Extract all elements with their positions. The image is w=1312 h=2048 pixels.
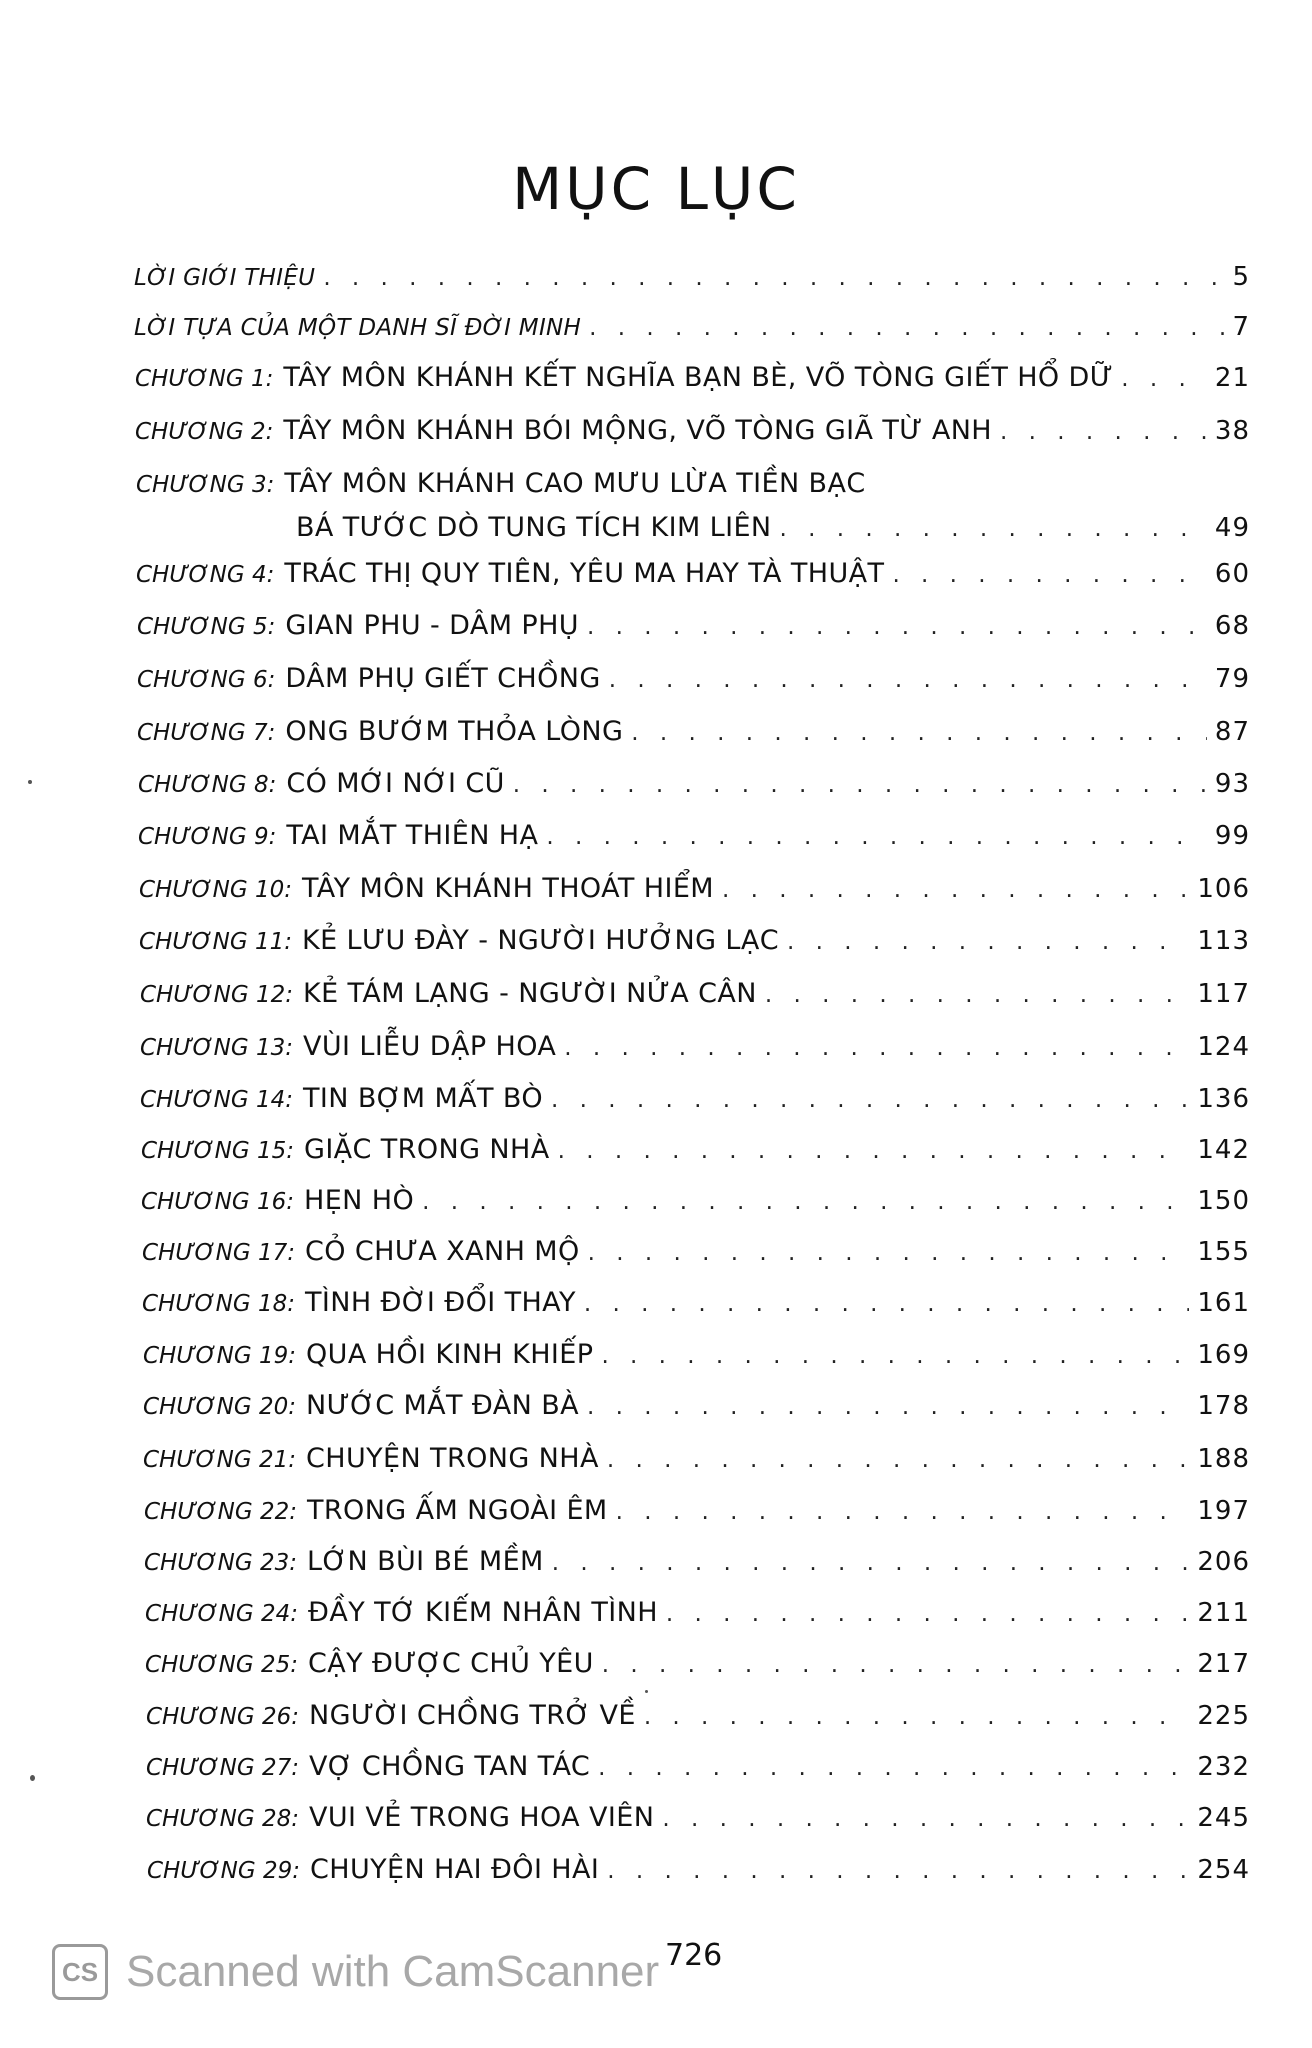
page-ref: 155 [1197,1237,1250,1267]
chapter-label: CHƯƠNG 27: [146,1755,299,1781]
page-ref: 211 [1197,1598,1250,1628]
chapter-label: CHƯƠNG 8: [138,772,277,798]
chapter-label: CHƯƠNG 24: [145,1601,298,1627]
watermark-text: Scanned with CamScanner [126,1947,660,1996]
chapter-label: CHƯƠNG 13: [140,1035,293,1061]
toc-entry [135,415,1250,451]
page-ref: 106 [1197,874,1250,904]
chapter-title: TAI MẮT THIÊN HẠ [286,820,539,851]
dot-leader [1000,419,1207,445]
page-ref: 21 [1214,363,1250,393]
dot-leader [644,1704,1190,1730]
dot-leader [587,614,1207,640]
toc-entry [146,1802,1250,1838]
toc-entry [142,1287,1250,1323]
scan-speck [30,1775,35,1781]
chapter-label: CHƯƠNG 2: [135,419,274,445]
dot-leader [584,1291,1190,1317]
dot-leader [666,1601,1189,1627]
chapter-title: ĐẦY TỚ KIẾM NHÂN TÌNH [308,1597,658,1628]
dot-leader [787,929,1189,955]
dot-leader [546,824,1207,850]
chapter-title: KẺ TÁM LẠNG - NGƯỜI NỬA CÂN [303,978,757,1009]
page-ref: 117 [1197,979,1250,1009]
page-ref: 225 [1197,1701,1250,1731]
dot-leader [607,1858,1189,1884]
chapter-label: CHƯƠNG 23: [144,1550,297,1576]
chapter-title: GIẶC TRONG NHÀ [304,1134,550,1165]
chapter-title: VUI VẺ TRONG HOA VIÊN [309,1802,655,1833]
chapter-label: CHƯƠNG 6: [137,667,276,693]
page-ref: 49 [1214,513,1250,543]
page-ref: 254 [1197,1855,1250,1885]
chapter-title: TRÁC THỊ QUY TIÊN, YÊU MA HAY TÀ THUẬT [284,558,885,589]
chapter-title-line2: BÁ TƯỚC DÒ TUNG TÍCH KIM LIÊN [296,512,772,543]
chapter-title: CỎ CHƯA XANH MỘ [305,1236,580,1267]
chapter-label: CHƯƠNG 16: [141,1189,294,1215]
toc-entry [137,716,1250,752]
chapter-label: CHƯƠNG 18: [142,1291,295,1317]
page-ref: 113 [1197,926,1250,956]
chapter-label: CHƯƠNG 19: [143,1343,296,1369]
toc-entry [137,610,1250,646]
toc-entry [143,1390,1250,1426]
chapter-title: CHUYỆN HAI ĐÔI HÀI [310,1854,600,1885]
dot-leader [609,667,1207,693]
toc-entry [147,1854,1250,1890]
chapter-title: VÙI LIỄU DẬP HOA [303,1031,557,1062]
page-ref: 169 [1197,1340,1250,1370]
scan-speck [645,1690,648,1693]
dot-leader [607,1447,1190,1473]
dot-leader [662,1806,1189,1832]
toc-entry [140,1031,1250,1067]
toc-entry [134,312,1250,348]
chapter-title: HẸN HÒ [304,1185,415,1216]
dot-leader [780,516,1207,542]
dot-leader [323,265,1224,291]
dot-leader [722,877,1189,903]
chapter-title: TÌNH ĐỜI ĐỔI THAY [305,1287,576,1318]
chapter-title: ONG BƯỚM THỎA LÒNG [285,716,624,747]
toc-entry [141,1185,1250,1221]
page-ref: 161 [1197,1288,1250,1318]
chapter-title: LỚN BÙI BÉ MỀM [307,1546,544,1577]
toc-entry [136,558,1250,594]
chapter-title: TRONG ẤM NGOÀI ÊM [307,1495,608,1526]
dot-leader [422,1189,1189,1215]
chapter-title: CẬY ĐƯỢC CHỦ YÊU [308,1648,594,1679]
toc-entry [143,1443,1250,1479]
chapter-title: CÓ MỚI NỚI CŨ [286,768,505,799]
toc-entry [146,1751,1250,1787]
page-ref: 60 [1214,559,1250,589]
chapter-label: CHƯƠNG 25: [145,1652,298,1678]
toc-entry [138,820,1250,856]
page-ref: 87 [1214,717,1250,747]
toc-entry [135,362,1250,398]
page-number: 726 [665,1938,723,1973]
page-ref: 136 [1197,1084,1250,1114]
toc-entry [136,468,1250,504]
dot-leader [558,1138,1190,1164]
page-ref: 79 [1214,664,1250,694]
page-ref: 124 [1197,1032,1250,1062]
page-ref: 206 [1197,1547,1250,1577]
dot-leader [892,562,1206,588]
page-ref: 68 [1214,611,1250,641]
chapter-label: CHƯƠNG 15: [141,1138,294,1164]
toc-entry [141,1134,1250,1170]
dot-leader [1121,366,1207,392]
toc-entry-continuation [296,512,1250,548]
chapter-title: TÂY MÔN KHÁNH THOÁT HIỂM [302,873,714,904]
chapter-title: NƯỚC MẮT ĐÀN BÀ [306,1390,579,1421]
page-ref: 99 [1214,821,1250,851]
page-ref: 142 [1197,1135,1250,1165]
chapter-title: QUA HỒI KINH KHIẾP [306,1339,594,1370]
chapter-label: CHƯƠNG 17: [142,1240,295,1266]
chapter-title: TÂY MÔN KHÁNH CAO MƯU LỪA TIỀN BẠC [284,468,866,499]
chapter-label: CHƯƠNG 7: [137,720,276,746]
toc-entry [139,873,1250,909]
chapter-title: CHUYỆN TRONG NHÀ [306,1443,599,1474]
dot-leader [631,720,1207,746]
toc-entry [134,262,1250,298]
chapter-label: CHƯƠNG 3: [136,472,275,498]
chapter-label: CHƯƠNG 5: [137,614,276,640]
chapter-title: TÂY MÔN KHÁNH BÓI MỘNG, VÕ TÒNG GIÃ TỪ ANH [283,415,992,446]
page-ref: 5 [1232,262,1250,292]
chapter-label: CHƯƠNG 10: [139,877,292,903]
page-ref: 197 [1197,1496,1250,1526]
toc-entry [143,1339,1250,1375]
dot-leader [598,1755,1189,1781]
chapter-label: CHƯƠNG 9: [138,824,277,850]
camscanner-watermark [52,1942,659,2002]
toc-entry [137,663,1250,699]
chapter-label: CHƯƠNG 12: [140,982,293,1008]
dot-leader [588,1240,1190,1266]
chapter-label: CHƯƠNG 22: [144,1499,297,1525]
page-ref: 178 [1197,1391,1250,1421]
toc-entry [145,1597,1250,1633]
chapter-label: CHƯƠNG 4: [136,562,275,588]
scan-speck [28,780,32,784]
chapter-title: TÂY MÔN KHÁNH KẾT NGHĨA BẠN BÈ, VÕ TÒNG GIẾT HỔ DỮ [283,362,1114,393]
dot-leader [552,1550,1190,1576]
toc-entry [146,1700,1250,1736]
chapter-title: GIAN PHU - DÂM PHỤ [285,610,579,641]
chapter-title: NGƯỜI CHỒNG TRỞ VỀ [309,1700,636,1731]
chapter-label: CHƯƠNG 21: [143,1447,296,1473]
dot-leader [587,1394,1189,1420]
section-title: LỜI GIỚI THIỆU [134,265,316,291]
page-ref: 217 [1197,1649,1250,1679]
camscanner-logo-icon: CS [52,1944,108,2000]
chapter-title: VỢ CHỒNG TAN TÁC [309,1751,591,1782]
toc-entry [139,925,1250,961]
chapter-title: KẺ LƯU ĐÀY - NGƯỜI HƯỞNG LẠC [302,925,779,956]
page-ref: 232 [1197,1752,1250,1782]
dot-leader [602,1652,1190,1678]
chapter-label: CHƯƠNG 20: [143,1394,296,1420]
page-ref: 38 [1214,416,1250,446]
dot-leader [564,1035,1189,1061]
chapter-label: CHƯƠNG 29: [147,1858,300,1884]
chapter-title: TIN BỢM MẤT BÒ [303,1083,544,1114]
toc-entry [140,1083,1250,1119]
toc-entry [145,1648,1250,1684]
toc-entry [144,1546,1250,1582]
dot-leader [513,772,1207,798]
page-title: MỤC LỤC [512,155,800,223]
dot-leader [589,315,1224,341]
page-ref: 245 [1197,1803,1250,1833]
page-ref: 188 [1197,1444,1250,1474]
chapter-label: CHƯƠNG 14: [140,1087,293,1113]
toc-entry [144,1495,1250,1531]
dot-leader [765,982,1190,1008]
dot-leader [601,1343,1189,1369]
chapter-label: CHƯƠNG 26: [146,1704,299,1730]
toc-entry [138,768,1250,804]
dot-leader [616,1499,1190,1525]
chapter-label: CHƯƠNG 28: [146,1806,299,1832]
chapter-label: CHƯƠNG 1: [135,366,274,392]
page-ref: 150 [1197,1186,1250,1216]
page-ref: 7 [1232,312,1250,342]
chapter-label: CHƯƠNG 11: [139,929,292,955]
chapter-title: DÂM PHỤ GIẾT CHỒNG [285,663,601,694]
toc-entry [140,978,1250,1014]
toc-entry [142,1236,1250,1272]
page-ref: 93 [1214,769,1250,799]
dot-leader [551,1087,1189,1113]
section-title: LỜI TỰA CỦA MỘT DANH SĨ ĐỜI MINH [134,315,582,341]
